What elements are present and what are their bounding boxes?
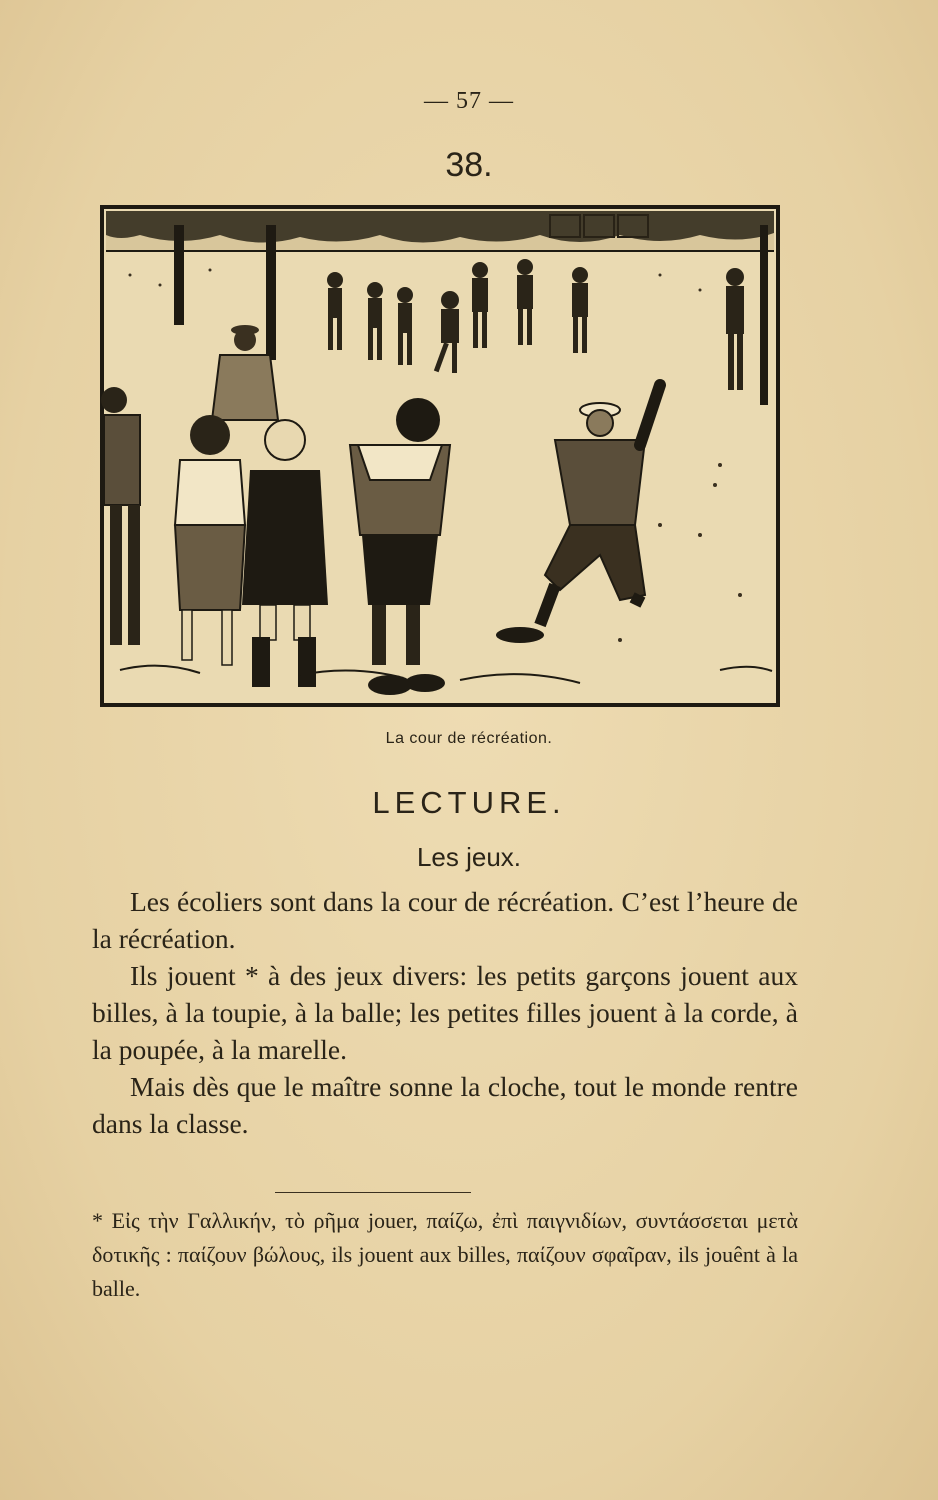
footnote-divider	[275, 1192, 471, 1193]
footnote: * Εἰς τὴν Γαλλικήν, τὸ ρῆμα jouer, παίζω, ἐπὶ παιγνιδίων, συντάσσεται μετὰ δοτικῆς : παίζουν βώλους, ils jouent aux billes, παίζουν σφαῖραν, ils jouênt à la balle.	[92, 1208, 798, 1301]
paragraph: Les écoliers sont dans la cour de récréation. C’est l’heure de la récréation.	[92, 886, 798, 954]
lesson-number: 38.	[445, 146, 493, 184]
schoolyard-illustration	[100, 205, 780, 710]
paragraph: Mais dès que le maître sonne la cloche, tout le monde rentre dans la classe.	[92, 1071, 798, 1139]
reading-text	[92, 883, 798, 1142]
illustration-caption: La cour de récréation.	[385, 730, 553, 747]
reading-title: Les jeux.	[416, 842, 522, 872]
section-title: LECTURE.	[372, 785, 566, 820]
page-number: — 57 —	[424, 88, 514, 114]
paragraph: Ils jouent * à des jeux divers: les petits garçons jouent aux billes, à la toupie, à la balle; les petites filles jouent à la corde, à la poupée, à la marelle.	[92, 960, 798, 1065]
